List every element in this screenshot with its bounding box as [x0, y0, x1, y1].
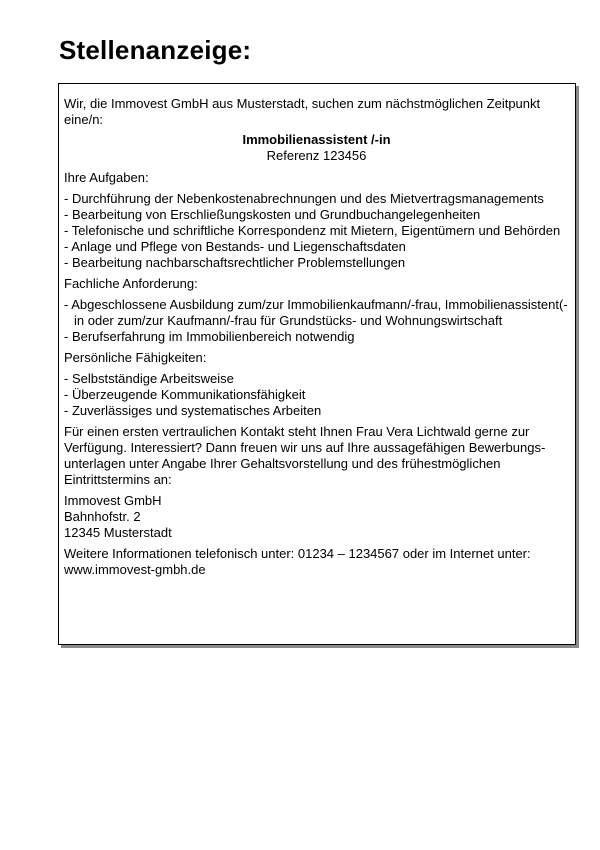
- requirements-list: [64, 297, 569, 345]
- website-link[interactable]: www.immovest-gmbh.de: [64, 562, 206, 577]
- task-item: - Durchführung der Nebenkostenabrechnungen und des Mietvertragsmanagements: [64, 191, 544, 206]
- requirement-item: - Berufserfahrung im Immobilienbereich notwendig: [64, 329, 355, 344]
- requirements-heading: Fachliche Anforderung:: [64, 276, 198, 291]
- footer-info: [64, 546, 569, 578]
- job-title: Immobilienassistent /-in: [242, 132, 391, 147]
- skills-list: [64, 371, 569, 419]
- skill-item: - Zuverlässiges und systematisches Arbeiten: [64, 403, 322, 418]
- task-item: - Telefonische und schriftliche Korrespondenz mit Mietern, Eigentümern und Behörden: [64, 223, 561, 238]
- skills-heading: Persönliche Fähigkeiten:: [64, 350, 207, 365]
- requirement-item: - Abgeschlossene Ausbildung zum/zur Immobilienkaufmann/-frau, Immobilienassistent(-in oder zum/zur Kaufmann/-frau für Grundstücks- und Wohnungswirtschaft: [64, 297, 568, 328]
- footer-contact-line: Weitere Informationen telefonisch unter: 01234 – 1234567 oder im Internet unter:: [64, 546, 531, 561]
- closing-text: Für einen ersten vertraulichen Kontakt steht Ihnen Frau Vera Lichtwald gerne zur Verfügung. Interessiert? Dann freuen wir uns auf Ihre aussagefähigen Bewerbungs-unterlagen unter Angabe Ihrer Gehaltsvorstellung und des frühestmöglichen Eintrittstermins an:: [64, 424, 546, 487]
- tasks-list: [64, 191, 569, 271]
- address-city: 12345 Musterstadt: [64, 525, 172, 540]
- ad-intro: Wir, die Immovest GmbH aus Musterstadt, suchen zum nächstmöglichen Zeitpunkt eine/n:: [64, 96, 541, 127]
- task-item: - Anlage und Pflege von Bestands- und Liegenschaftsdaten: [64, 239, 406, 254]
- job-ad-box: [58, 83, 576, 645]
- page-title: Stellenanzeige:: [59, 35, 252, 65]
- skill-item: - Selbstständige Arbeitsweise: [64, 371, 234, 386]
- skill-item: - Überzeugende Kommunikationsfähigkeit: [64, 387, 306, 402]
- job-reference: Referenz 123456: [266, 148, 367, 163]
- contact-address: [64, 493, 569, 541]
- tasks-heading: Ihre Aufgaben:: [64, 170, 149, 185]
- address-company: Immovest GmbH: [64, 493, 162, 508]
- task-item: - Bearbeitung von Erschließungskosten und Grundbuchangelegenheiten: [64, 207, 481, 222]
- address-street: Bahnhofstr. 2: [64, 509, 141, 524]
- task-item: - Bearbeitung nachbarschaftsrechtlicher Problemstellungen: [64, 255, 406, 270]
